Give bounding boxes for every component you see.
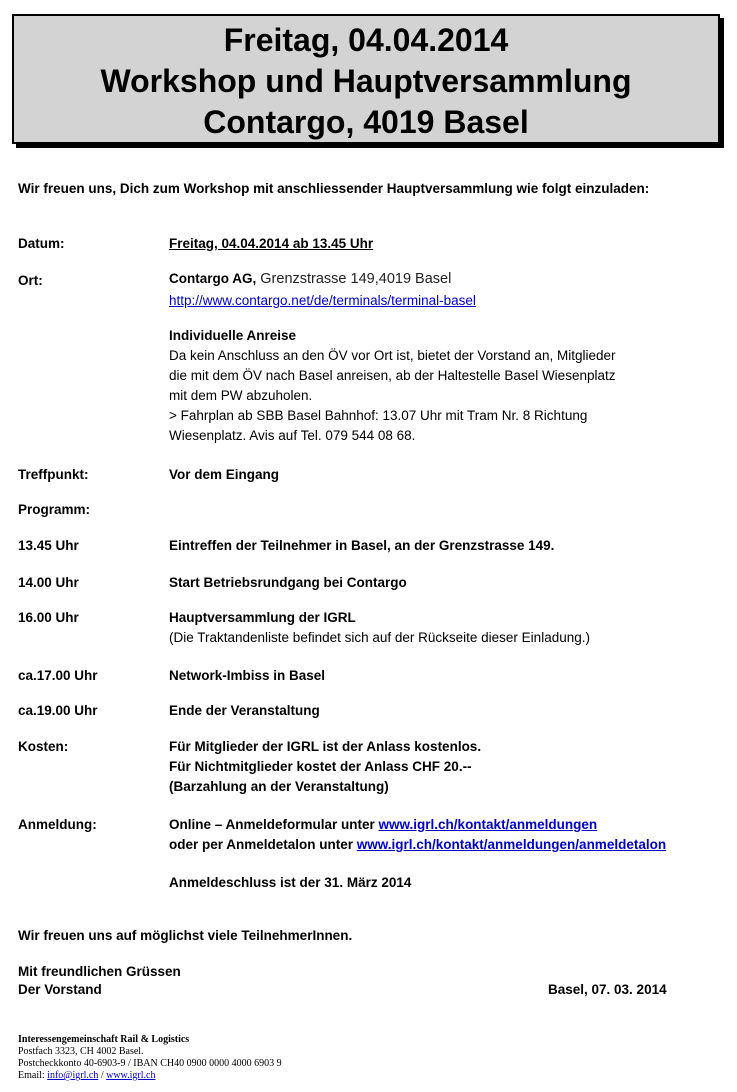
footer-email-link[interactable]: info@igrl.ch: [47, 1070, 99, 1081]
title-box: [12, 14, 720, 144]
treffpunkt-label: Treffpunkt:: [18, 467, 89, 482]
anreise-line: Wiesenplatz. Avis auf Tel. 079 544 08 68.: [169, 428, 416, 443]
program-text: Network-Imbiss in Basel: [169, 668, 326, 683]
program-time: 13.45 Uhr: [18, 538, 79, 553]
program-time: ca.19.00 Uhr: [18, 703, 98, 718]
program-text: Start Betriebsrundgang bei Contargo: [169, 575, 407, 590]
footer-web-link[interactable]: www.igrl.ch: [106, 1070, 156, 1081]
signature: Der Vorstand: [18, 982, 102, 997]
datum-label: Datum:: [18, 236, 65, 251]
treffpunkt-value: Vor dem Eingang: [169, 467, 280, 482]
program-text: Hauptversammlung der IGRL: [169, 610, 356, 625]
program-time: 16.00 Uhr: [18, 610, 79, 625]
footer-account: Postcheckkonto 40-6903-9 / IBAN CH40 0900 0000 4000 6903 9: [18, 1058, 282, 1069]
program-note: (Die Traktandenliste befindet sich auf der Rückseite dieser Einladung.): [169, 630, 590, 645]
kosten-label: Kosten:: [18, 739, 69, 754]
footer-separator: /: [98, 1070, 107, 1081]
title-line-event: Workshop und Hauptversammlung: [100, 63, 632, 99]
kosten-line: (Barzahlung an der Veranstaltung): [169, 779, 389, 794]
program-time: 14.00 Uhr: [18, 575, 79, 590]
anmeldeschluss: Anmeldeschluss ist der 31. März 2014: [169, 875, 412, 890]
place-date: Basel, 07. 03. 2014: [548, 982, 667, 997]
anmeldung-talon-text: oder per Anmeldetalon unter: [169, 837, 357, 852]
anreise-title: Individuelle Anreise: [169, 328, 297, 343]
ort-address: Grenzstrasse 149,4019 Basel: [256, 271, 452, 287]
anreise-line: Da kein Anschluss an den ÖV vor Ort ist, bietet der Vorstand an, Mitglieder: [169, 348, 616, 363]
ort-company: Contargo AG,: [169, 271, 257, 286]
title-line-date: Freitag, 04.04.2014: [223, 22, 509, 58]
footer-contact: [18, 1070, 155, 1082]
anreise-line: mit dem PW abzuholen.: [169, 388, 313, 403]
footer-email-label: Email:: [18, 1070, 48, 1081]
contargo-link[interactable]: http://www.contargo.net/de/terminals/terminal-basel: [169, 293, 476, 308]
anmeldung-online-text: Online – Anmeldeformular unter: [169, 817, 379, 832]
anreise-line: > Fahrplan ab SBB Basel Bahnhof: 13.07 Uhr mit Tram Nr. 8 Richtung: [169, 408, 588, 423]
anmeldetalon-link[interactable]: www.igrl.ch/kontakt/anmeldungen/anmeldetalon: [356, 837, 667, 852]
kosten-line: Für Mitglieder der IGRL ist der Anlass kostenlos.: [169, 739, 482, 754]
closing-text: Wir freuen uns auf möglichst viele TeilnehmerInnen.: [18, 928, 353, 943]
program-text: Ende der Veranstaltung: [169, 703, 320, 718]
program-text: Eintreffen der Teilnehmer in Basel, an der Grenzstrasse 149.: [169, 538, 555, 553]
anmeldung-label: Anmeldung:: [18, 817, 97, 832]
title-line-location: Contargo, 4019 Basel: [203, 104, 529, 140]
anmeldungen-link[interactable]: www.igrl.ch/kontakt/anmeldungen: [378, 817, 598, 832]
program-time: ca.17.00 Uhr: [18, 668, 98, 683]
footer-org: Interessengemeinschaft Rail & Logistics: [18, 1034, 190, 1045]
programm-label: Programm:: [18, 502, 91, 517]
anreise-line: die mit dem ÖV nach Basel anreisen, ab der Haltestelle Basel Wiesenplatz: [169, 368, 616, 383]
anmeldung-online-line: [169, 817, 597, 832]
ort-address-line: [169, 271, 451, 287]
kosten-line: Für Nichtmitglieder kostet der Anlass CHF 20.--: [169, 759, 472, 774]
ort-label: Ort:: [18, 273, 43, 288]
intro-text: Wir freuen uns, Dich zum Workshop mit anschliessender Hauptversammlung wie folgt einzuladen:: [18, 181, 650, 196]
footer-address: Postfach 3323, CH 4002 Basel.: [18, 1046, 144, 1057]
greeting: Mit freundlichen Grüssen: [18, 964, 181, 979]
datum-value: Freitag, 04.04.2014 ab 13.45 Uhr: [169, 236, 374, 251]
anmeldung-talon-line: [169, 837, 666, 852]
